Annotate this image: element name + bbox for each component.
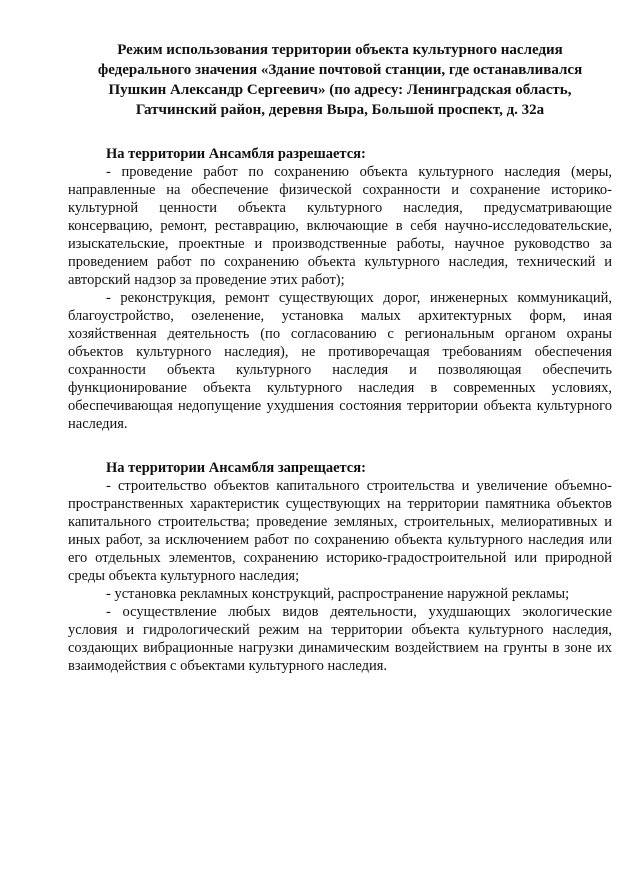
allowed-section — [68, 145, 612, 433]
document-title: Режим использования территории объекта культурного наследия федерального значения «Здание почтовой станции, где останавливался Пушкин Александр Сергеевич» (по адресу: Ленинградская область, Гатчинский район, деревня Выра, Большой проспект, д. 32а — [97, 42, 583, 118]
allowed-heading: На территории Ансамбля разрешается: — [106, 146, 366, 162]
section-spacer — [68, 433, 612, 459]
forbidden-item: - осуществление любых видов деятельности, ухудшающих экологические условия и гидрологический режим на территории объекта культурного наследия, создающих вибрационные нагрузки динамическим воздействием на грунты в зоне их взаимодействия с объектами культурного наследия. — [68, 604, 612, 674]
forbidden-section — [68, 459, 612, 675]
document-page — [68, 40, 612, 675]
forbidden-item: - строительство объектов капитального строительства и увеличение объемно-пространственных характеристик существующих на территории памятника объектов капитального строительства; проведение земляных, строительных, мелиоративных и иных работ, за исключением работ по сохранению объекта культурного наследия или его отдельных элементов, сохранению историко-градостроительной или природной среды объекта культурного наследия; — [68, 478, 612, 584]
allowed-item: - реконструкция, ремонт существующих дорог, инженерных коммуникаций, благоустройство, озеленение, установка малых архитектурных форм, иная хозяйственная деятельность (по согласованию с региональным органом охраны объектов культурного наследия), не противоречащая требованиям обеспечения сохранности объекта культурного наследия и позволяющая обеспечить функционирование объекта культурного наследия в современных условиях, обеспечивающая недопущение ухудшения состояния территории объекта культурного наследия. — [68, 290, 612, 432]
allowed-item: - проведение работ по сохранению объекта культурного наследия (меры, направленные на обеспечение физической сохранности и сохранение историко-культурной ценности объекта культурного наследия, предусматривающие консервацию, ремонт, реставрацию, включающие в себя научно-исследовательские, изыскательские, проектные и производственные работы, научное руководство за проведением работ по сохранению объекта культурного наследия, технический и авторский надзор за проведение этих работ); — [68, 164, 612, 288]
forbidden-item: - установка рекламных конструкций, распространение наружной рекламы; — [106, 586, 570, 602]
forbidden-heading: На территории Ансамбля запрещается: — [106, 460, 366, 476]
